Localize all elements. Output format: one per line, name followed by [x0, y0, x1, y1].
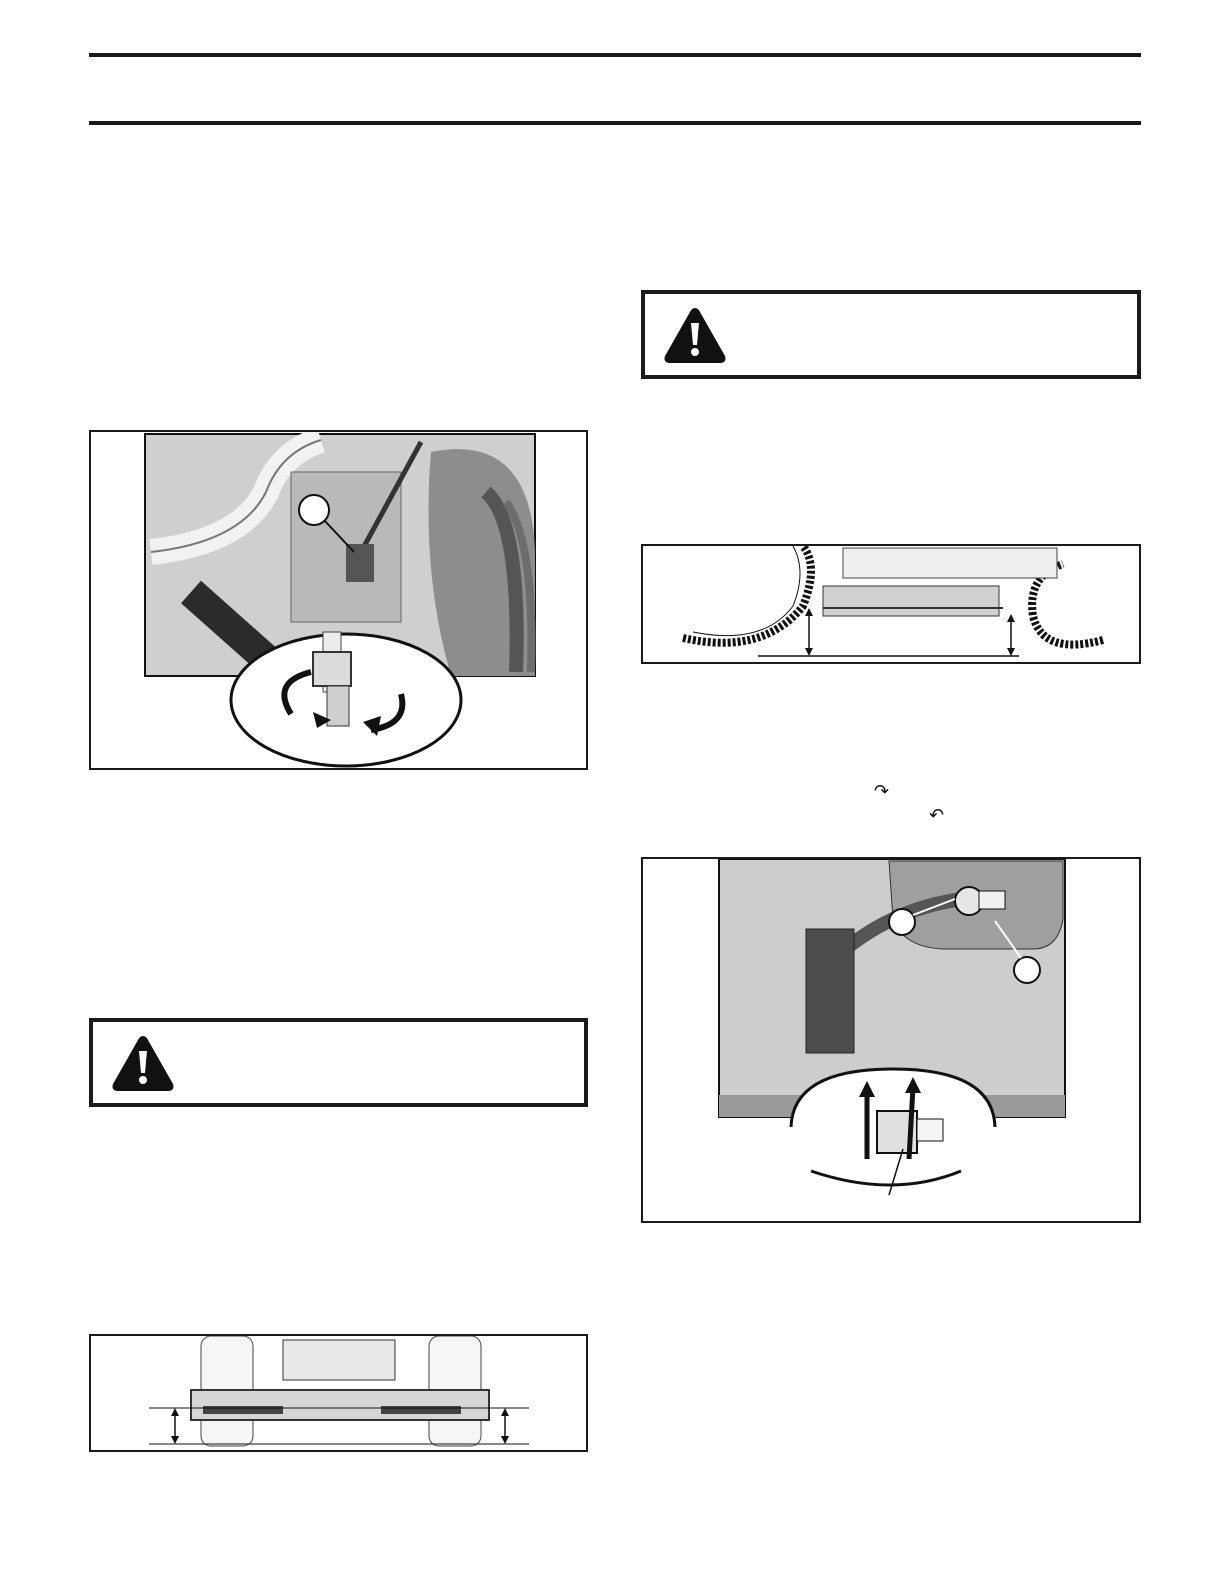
warning-triangle-icon: [662, 306, 728, 366]
warning-triangle-icon: [110, 1034, 176, 1094]
figure-deck-front-link-nut: [641, 857, 1141, 1223]
counterclockwise-icon: ↶: [929, 805, 945, 826]
figure-deck-side-level: [641, 544, 1141, 664]
figure-deck-front-rear-level: [89, 1334, 588, 1452]
figure-lift-link-adjust: [89, 430, 588, 770]
warning-box-upper: [641, 290, 1141, 379]
warning-box-lower: [89, 1018, 588, 1107]
header-rule-bottom: [89, 121, 1141, 125]
header-rule-top: [89, 53, 1141, 57]
clockwise-icon: ↷: [874, 781, 890, 802]
